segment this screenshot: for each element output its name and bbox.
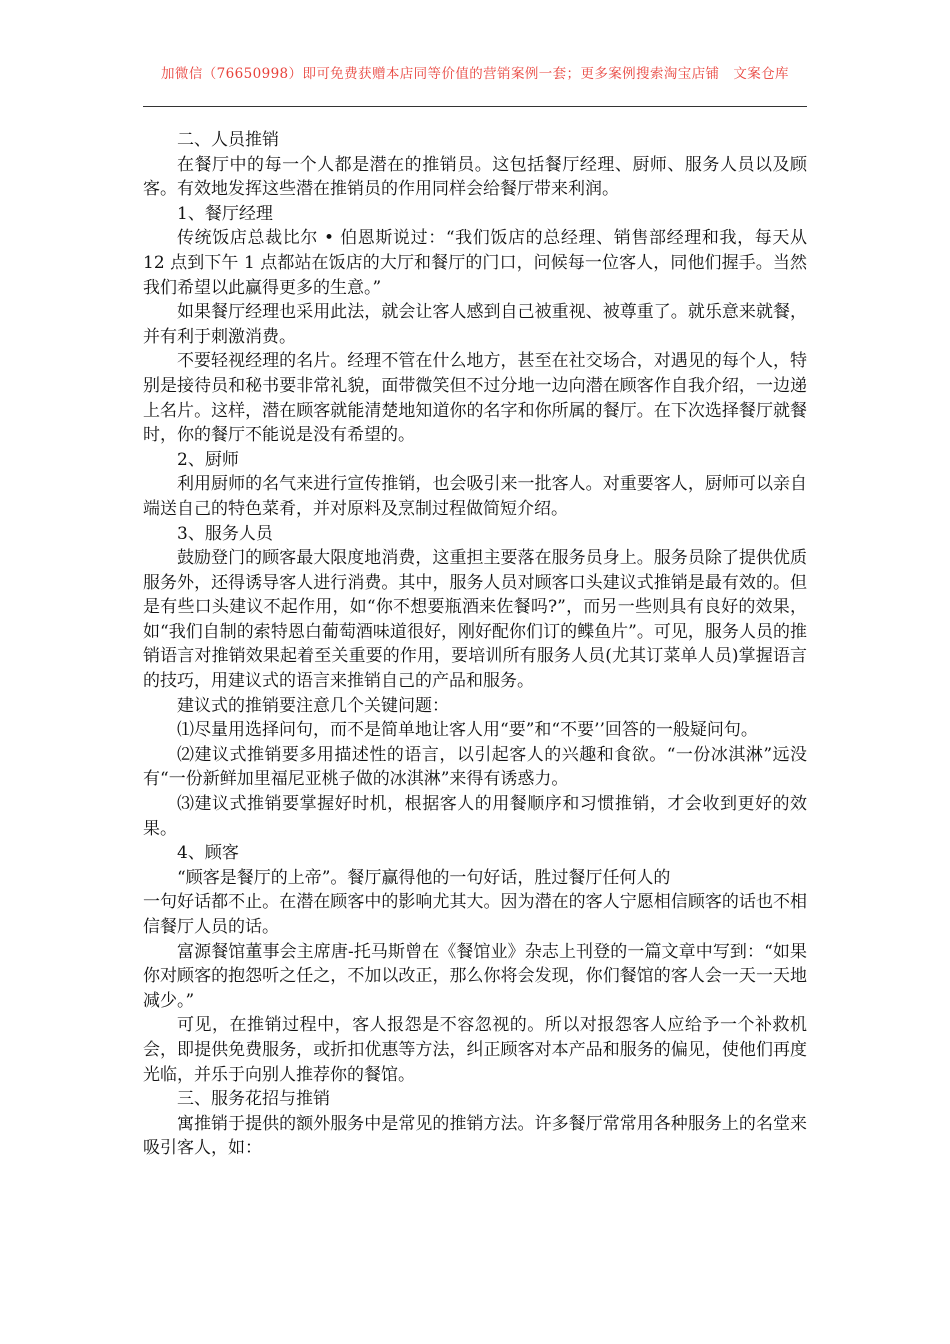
list-item: ⑵建议式推销要多用描述性的语言，以引起客人的兴趣和食欲。“一份冰淇淋”远没有“一份新鲜加里福尼亚桃子做的冰淇淋”来得有诱惑力。	[143, 744, 807, 790]
paragraph: 富源餐馆董事会主席唐-托马斯曾在《餐馆业》杂志上刊登的一篇文章中写到：“如果你对顾客的抱怨听之任之，不加以改正，那么你将会发现，你们餐馆的客人会一天一天地减少。”	[143, 941, 807, 1011]
paragraph: 不要轻视经理的名片。经理不管在什么地方，甚至在社交场合，对遇见的每个人，特别是接待员和秘书要非常礼貌，面带微笑但不过分地一边向潜在顾客作自我介绍，一边递上名片。这样，潜在顾客就能清楚地知道你的名字和你所属的餐厅。在下次选择餐厅就餐时，你的餐厅不能说是没有希望的。	[143, 351, 807, 446]
section-heading: 三、服务花招与推销	[177, 1089, 330, 1110]
paragraph-continuation: 一句好话都不止。在潜在顾客中的影响尤其大。因为潜在的客人宁愿相信顾客的话也不相信餐厅人员的话。	[143, 892, 807, 937]
subsection-heading: 2、厨师	[177, 449, 239, 470]
paragraph: 在餐厅中的每一个人都是潜在的推销员。这包括餐厅经理、厨师、服务人员以及顾客。有效地发挥这些潜在推销员的作用同样会给餐厅带来利润。	[143, 154, 807, 200]
list-item: ⑶建议式推销要掌握好时机，根据客人的用餐顺序和习惯推销，才会收到更好的效果。	[143, 794, 807, 839]
subsection-heading: 3、服务人员	[177, 523, 273, 544]
paragraph: 可见，在推销过程中，客人报怨是不容忽视的。所以对报怨客人应给予一个补救机会，即提供免费服务，或折扣优惠等方法，纠正顾客对本产品和服务的偏见，使他们再度光临，并乐于向别人推荐你的餐馆。	[143, 1015, 807, 1085]
paragraph: 如果餐厅经理也采用此法，就会让客人感到自己被重视、被尊重了。就乐意来就餐，并有利于刺激消费。	[143, 302, 807, 347]
subsection-heading: 4、顾客	[177, 843, 239, 864]
section-heading: 二、人员推销	[177, 130, 279, 150]
header-banner: 加微信（76650998）即可免费获赠本店同等价值的营销案例一套；更多案例搜索淘宝店铺 文案仓库	[161, 66, 789, 82]
paragraph: 传统饭店总裁比尔 • 伯恩斯说过：“我们饭店的总经理、销售部经理和我，每天从 12 点到下午 1 点都站在饭店的大厅和餐厅的门口，问候每一位客人，同他们握手。当然我们希望以此赢得更多的生意。”	[143, 228, 807, 298]
document-body	[143, 128, 807, 1161]
paragraph: 寓推销于提供的额外服务中是常见的推销方法。许多餐厅常常用各种服务上的名堂来吸引客人，如：	[143, 1113, 807, 1159]
paragraph: 鼓励登门的顾客最大限度地消费，这重担主要落在服务员身上。服务员除了提供优质服务外，还得诱导客人进行消费。其中，服务人员对顾客口头建议式推销是最有效的。但是有些口头建议不起作用，如“你不想要瓶酒来佐餐吗?”，而另一些则具有良好的效果，如“我们自制的索特恩白葡萄酒味道很好，刚好配你们订的鲽鱼片”。可见，服务人员的推销语言对推销效果起着至关重要的作用，要培训所有服务人员(尤其订菜单人员)掌握语言的技巧，用建议式的语言来推销自己的产品和服务。	[143, 548, 807, 692]
paragraph: 利用厨师的名气来进行宣传推销，也会吸引来一批客人。对重要客人，厨师可以亲自端送自己的特色菜肴，并对原料及烹制过程做简短介绍。	[143, 474, 807, 519]
header-divider	[143, 106, 807, 107]
paragraph: “顾客是餐厅的上帝”。餐厅赢得他的一句好话，胜过餐厅任何人的	[177, 867, 671, 888]
subsection-heading: 1、餐厅经理	[177, 203, 273, 224]
paragraph: 建议式的推销要注意几个关键问题：	[177, 695, 449, 716]
list-item: ⑴尽量用选择问句，而不是简单地让客人用“要”和“不要’’回答的一般疑问句。	[177, 720, 758, 741]
